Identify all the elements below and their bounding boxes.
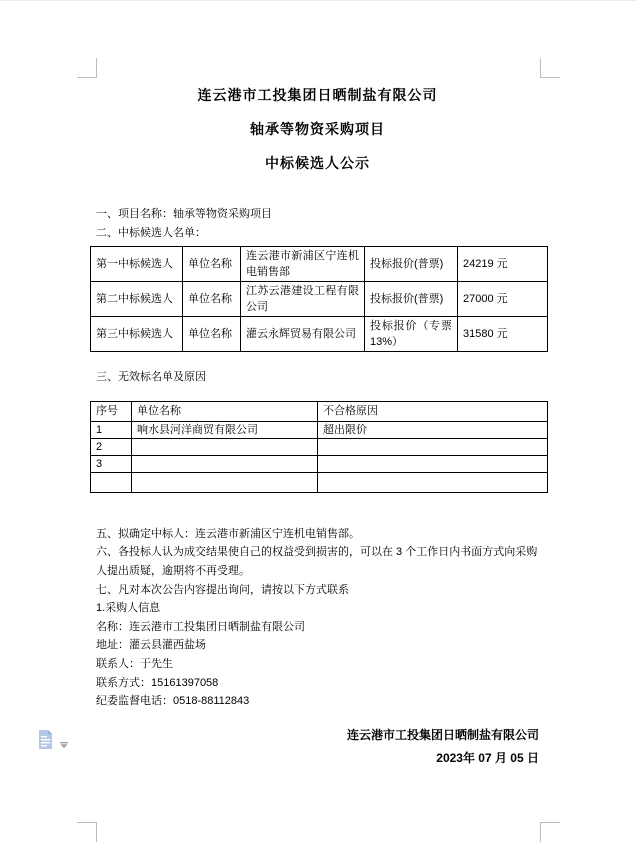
table-row xyxy=(91,282,548,317)
purchaser-info-heading: 1.采购人信息 xyxy=(96,602,161,615)
invalid-reason xyxy=(318,438,548,455)
column-header-reason: 不合格原因 xyxy=(318,401,548,421)
table-row xyxy=(91,438,548,455)
table-row xyxy=(91,455,548,472)
purchaser-address: 地址：灌云县灌西盐场 xyxy=(96,639,206,652)
candidate-company: 江苏云港建设工程有限公司 xyxy=(241,282,365,317)
document-title-line-2: 轴承等物资采购项目 xyxy=(250,121,385,137)
purchaser-name: 名称：连云港市工投集团日晒制盐有限公司 xyxy=(96,620,305,633)
signature-company: 连云港市工投集团日晒制盐有限公司 xyxy=(346,727,539,742)
price-type: 投标报价(普票) xyxy=(365,247,458,282)
unit-name-label: 单位名称 xyxy=(183,282,241,317)
triangle-marker-icon[interactable] xyxy=(59,736,69,743)
candidate-rank: 第一中标候选人 xyxy=(91,247,183,282)
document-icon[interactable] xyxy=(38,730,53,749)
invalid-company: 响水县河洋商贸有限公司 xyxy=(132,421,318,438)
candidate-company: 连云港市新浦区宁连机电销售部 xyxy=(241,247,365,282)
section-6-objection-notice: 六、各投标人认为成交结果使自己的权益受到损害的，可以在 3 个工作日内书面方式向采购人提出质疑，逾期将不再受理。 xyxy=(96,546,538,577)
price-value: 31580 元 xyxy=(458,317,548,352)
column-header-company: 单位名称 xyxy=(132,401,318,421)
invalid-company xyxy=(132,472,318,492)
section-5-proposed-winner: 五、拟确定中标人：连云港市新浦区宁连机电销售部。 xyxy=(96,527,360,540)
text-boundary-mark-bottom-left xyxy=(77,822,97,842)
invalid-company xyxy=(132,438,318,455)
table-header-row xyxy=(91,401,548,421)
document-title-line-3: 中标候选人公示 xyxy=(265,155,370,171)
section-2-candidate-list-heading: 二、中标候选人名单： xyxy=(96,226,206,239)
purchaser-contact-person: 联系人：于先生 xyxy=(96,657,173,670)
price-value: 27000 元 xyxy=(458,282,548,317)
table-row xyxy=(91,247,548,282)
row-no xyxy=(91,472,132,492)
row-no: 3 xyxy=(91,455,132,472)
invalid-reason xyxy=(318,472,548,492)
text-boundary-mark-top-left xyxy=(77,58,97,78)
price-value: 24219 元 xyxy=(458,247,548,282)
signature-date: 2023年 07 月 05 日 xyxy=(436,750,539,765)
supervision-phone: 纪委监督电话：0518-88112843 xyxy=(96,695,250,708)
text-boundary-mark-top-right xyxy=(540,58,560,78)
section-1-project-name: 一、项目名称：轴承等物资采购项目 xyxy=(96,208,272,220)
price-type: 投标报价（专票 13%） xyxy=(365,317,458,352)
price-type: 投标报价(普票) xyxy=(365,282,458,317)
section-3-invalid-bids-heading: 三、无效标名单及原因 xyxy=(96,371,206,384)
table-row xyxy=(91,472,548,492)
column-header-no: 序号 xyxy=(91,401,132,421)
invalid-reason: 超出限价 xyxy=(318,421,548,438)
invalid-reason xyxy=(318,455,548,472)
candidates-table xyxy=(90,246,548,352)
candidate-company: 灌云永辉贸易有限公司 xyxy=(241,317,365,352)
invalid-bids-table xyxy=(90,401,548,493)
candidate-rank: 第三中标候选人 xyxy=(91,317,183,352)
section-7-contact-notice: 七、凡对本次公告内容提出询问，请按以下方式联系 xyxy=(96,583,349,596)
document-body xyxy=(96,78,539,770)
purchaser-phone: 联系方式：15161397058 xyxy=(96,676,219,689)
table-row xyxy=(91,317,548,352)
row-no: 2 xyxy=(91,438,132,455)
table-row xyxy=(91,421,548,438)
unit-name-label: 单位名称 xyxy=(183,317,241,352)
text-boundary-mark-bottom-right xyxy=(540,822,560,842)
candidate-rank: 第二中标候选人 xyxy=(91,282,183,317)
unit-name-label: 单位名称 xyxy=(183,247,241,282)
document-title-line-1: 连云港市工投集团日晒制盐有限公司 xyxy=(197,87,438,103)
row-no: 1 xyxy=(91,421,132,438)
invalid-company xyxy=(132,455,318,472)
